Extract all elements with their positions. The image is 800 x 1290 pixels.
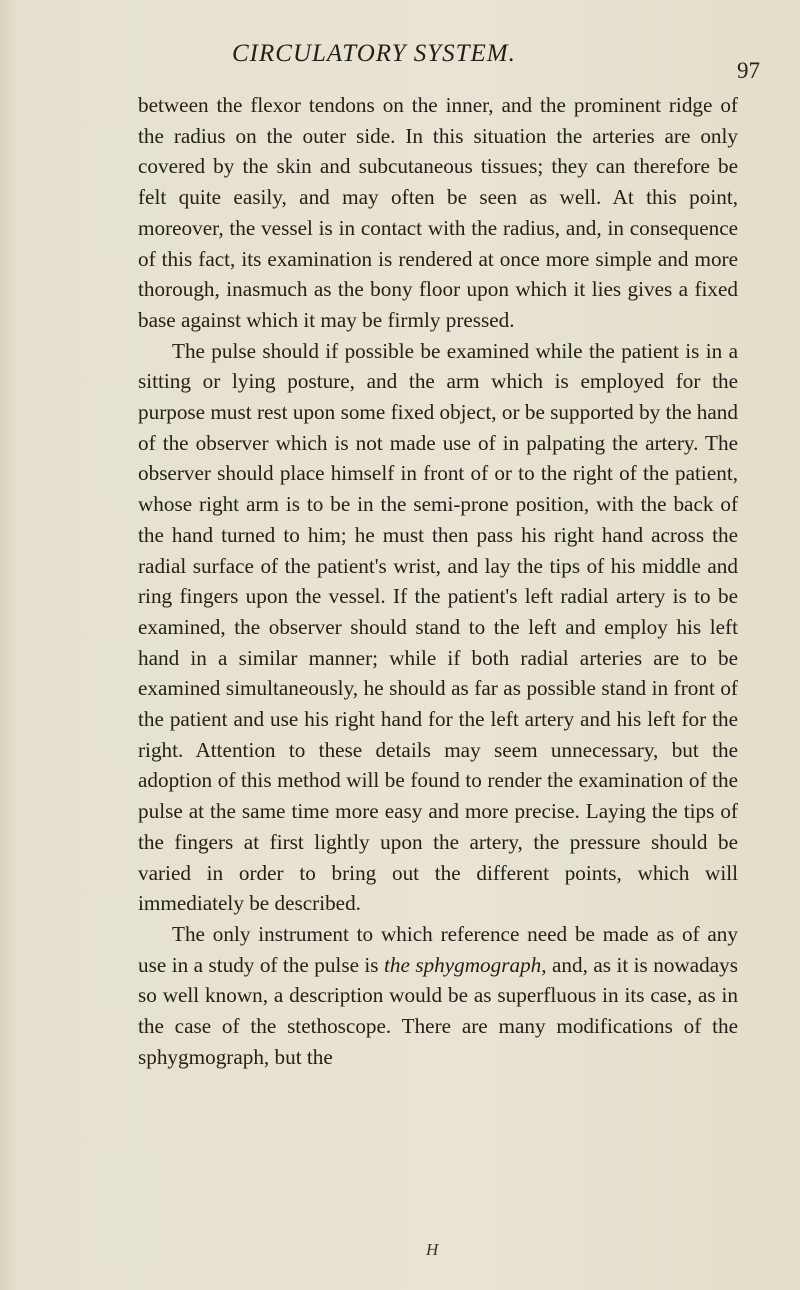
paragraph-2: The pulse should if possible be examined while the patient is in a sitting or lying posture, and the arm which is employed for the purpose must rest upon some fixed object, or be supported by the hand of the observer which is not made use of in palpating the artery. The observer should place himself in front of or to the right of the patient, whose right arm is to be in the semi-prone position, with the back of the hand turned to him; he must then pass his right hand across the radial surface of the patient's wrist, and lay the tips of his middle and ring fingers upon the vessel. If the patient's left radial artery is to be examined, the observer should stand to the left and employ his left hand in a similar manner; while if both radial arteries are to be examined simultaneously, he should as far as possible stand in front of the patient and use his right hand for the left artery and his left for the right. Attention to these details may seem unnecessary, but the adoption of this method will be found to render the examination of the pulse at the same time more easy and more precise. Laying the tips of the fingers at first lightly upon the artery, the pressure should be varied in order to bring out the different points, which will immediately be described. xyxy=(138,338,738,916)
signature-mark: H xyxy=(426,1240,439,1259)
running-head: CIRCULATORY SYSTEM. xyxy=(232,40,516,67)
page-number: 97 xyxy=(737,58,760,83)
paragraph-1: between the flexor tendons on the inner, and the prominent ridge of the radius on the outer side. In this situation the arteries are only covered by the skin and subcutaneous tissues; they can therefore be felt quite easily, and may often be seen as well. At this point, moreover, the vessel is in contact with the radius, and, in consequence of this fact, its examination is rendered at once more simple and more thorough, inasmuch as the bony floor upon which it lies gives a fixed base against which it may be firmly pressed. xyxy=(138,93,738,332)
sphygmograph-term: the sphygmograph xyxy=(384,952,542,977)
paragraph-3-text-before: The only instrument to which reference need be made as of any use in a study of the pulse is xyxy=(138,921,738,977)
paragraph-3-text-after: , and, as it is nowadays so well known, a description would be as superfluous in its case, as in the case of the stethoscope. There are many modifications of the sphygmograph, but the xyxy=(138,952,738,1069)
body-text xyxy=(138,90,738,1073)
paragraph-3 xyxy=(138,919,738,1073)
